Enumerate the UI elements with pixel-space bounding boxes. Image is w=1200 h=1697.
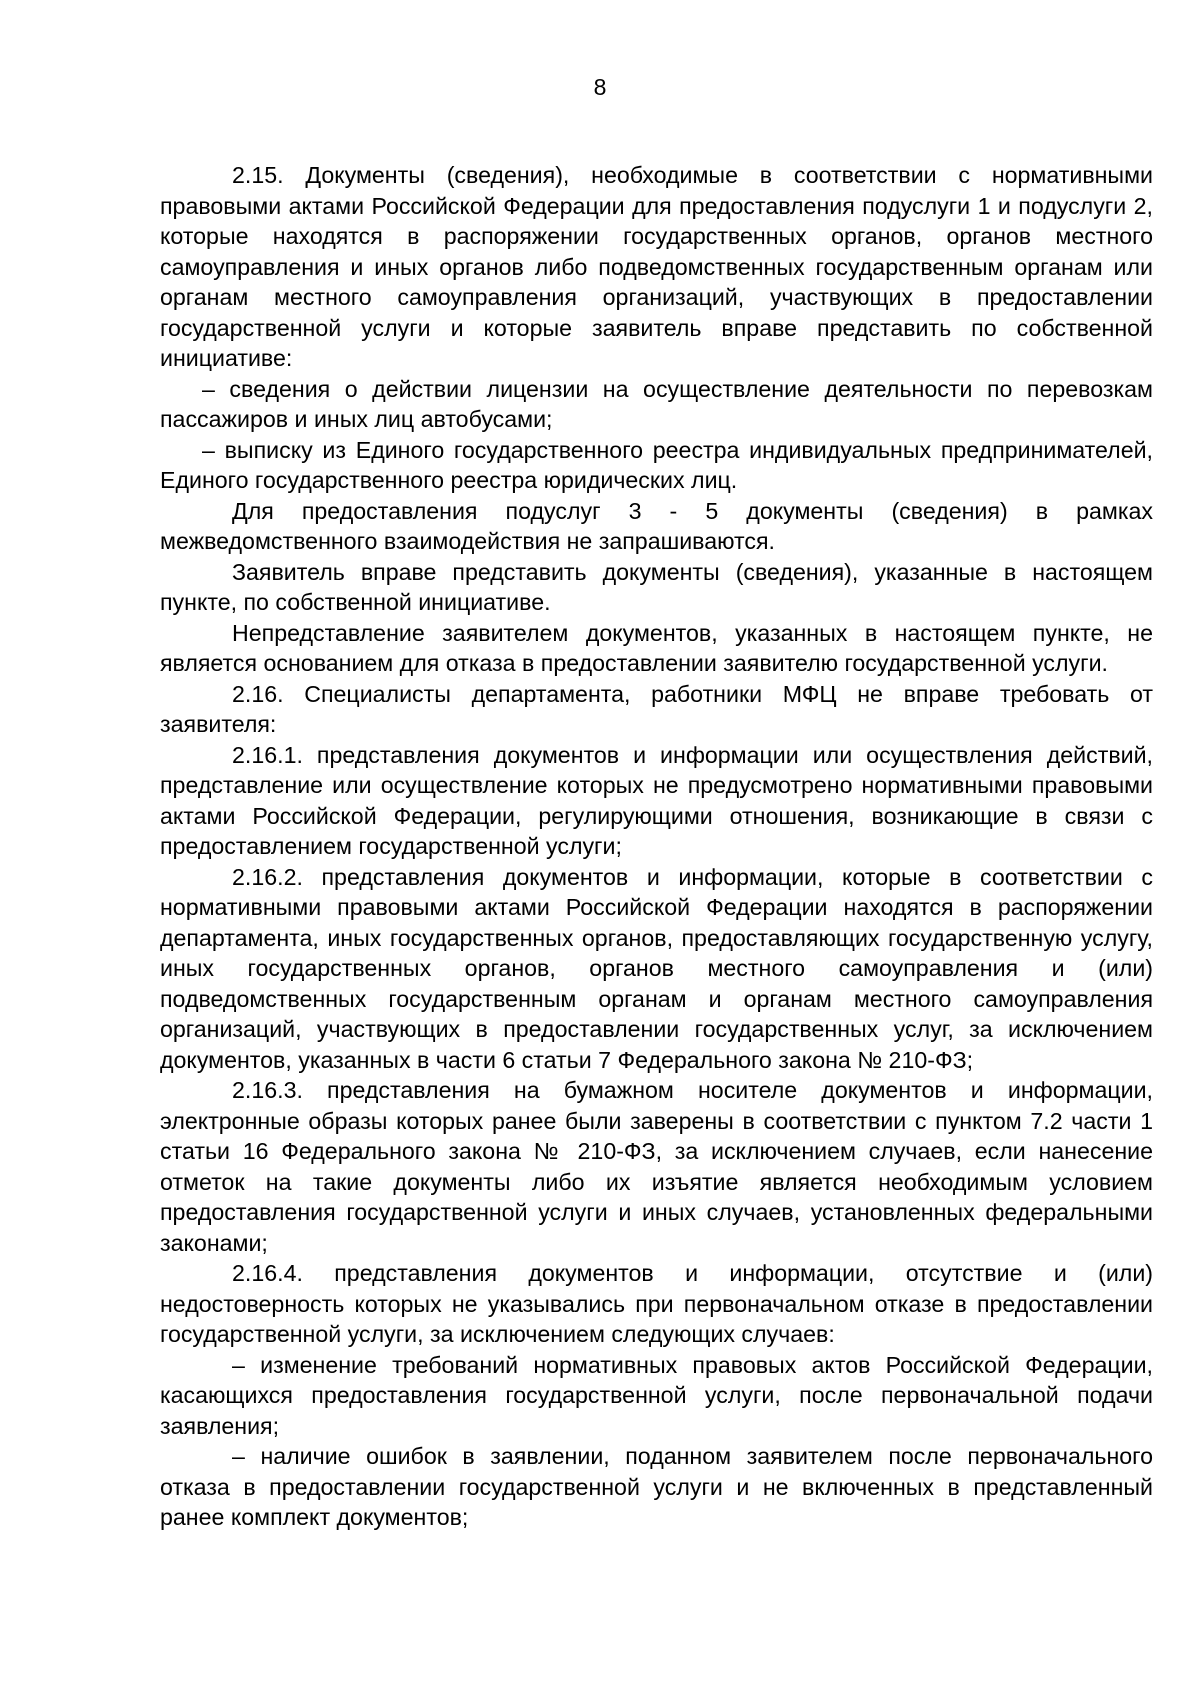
paragraph-2-16-3: 2.16.3. представления на бумажном носителе документов и информации, электронные образы которых ранее были заверены в соответствии с пунктом 7.2 части 1 статьи 16 Федерального закона № 210-ФЗ, за исключением случаев, если нанесение отметок на такие документы либо их изъятие является необходимым условием предоставления государственной услуги и иных случаев, установленных федеральными законами; <box>160 1077 1153 1256</box>
paragraph-2-15: 2.15. Документы (сведения), необходимые в соответствии с нормативными правовыми актами Российской Федерации для предоставления подуслуги 1 и подуслуги 2, которые находятся в распоряжении государственных органов, органов местного самоуправления и иных органов либо подведомственных государственным органам или органам местного самоуправления организаций, участвующих в предоставлении государственной услуги и которые заявитель вправе представить по собственной инициативе: <box>160 162 1153 371</box>
list-item-license-info: – сведения о действии лицензии на осуществление деятельности по перевозкам пассажиров и иных лиц автобусами; <box>160 375 1153 432</box>
document-body <box>160 160 1153 1533</box>
list-item-registry-extract: – выписку из Единого государственного реестра индивидуальных предпринимателей, Единого государственного реестра юридических лиц. <box>160 436 1153 493</box>
paragraph-2-16-2: 2.16.2. представления документов и информации, которые в соответствии с нормативными правовыми актами Российской Федерации находятся в распоряжении департамента, иных государственных органов, предоставляющих государственную услугу, иных государственных органов, органов местного самоуправления и (или) подведомственных государственным органам и органам местного самоуправления организаций, участвующих в предоставлении государственных услуг, за исключением документов, указанных в части 6 статьи 7 Федерального закона № 210-ФЗ; <box>160 863 1153 1073</box>
paragraph-own-initiative: Заявитель вправе представить документы (сведения), указанные в настоящем пункте, по собственной инициативе. <box>160 558 1153 615</box>
paragraph-2-16-4: 2.16.4. представления документов и информации, отсутствие и (или) недостоверность которых не указывались при первоначальном отказе в предоставлении государственной услуги, за исключением следующих случаев: <box>160 1260 1153 1347</box>
paragraph-2-16-1: 2.16.1. представления документов и информации или осуществления действий, представление или осуществление которых не предусмотрено нормативными правовыми актами Российской Федерации, регулирующими отношения, возникающие в связи с предоставлением государственной услуги; <box>160 741 1153 859</box>
paragraph-2-16: 2.16. Специалисты департамента, работники МФЦ не вправе требовать от заявителя: <box>160 680 1153 737</box>
list-item-application-errors: – наличие ошибок в заявлении, поданном заявителем после первоначального отказа в предоставлении государственной услуги и не включенных в представленный ранее комплект документов; <box>160 1443 1153 1530</box>
paragraph-subservices-3-5: Для предоставления подуслуг 3 - 5 документы (сведения) в рамках межведомственного взаимодействия не запрашиваются. <box>160 497 1153 554</box>
list-item-requirements-change: – изменение требований нормативных правовых актов Российской Федерации, касающихся предоставления государственной услуги, после первоначальной подачи заявления; <box>160 1351 1153 1439</box>
page-number: 8 <box>593 74 607 100</box>
paragraph-non-submission: Непредставление заявителем документов, указанных в настоящем пункте, не является основанием для отказа в предоставлении заявителю государственной услуги. <box>160 619 1153 676</box>
